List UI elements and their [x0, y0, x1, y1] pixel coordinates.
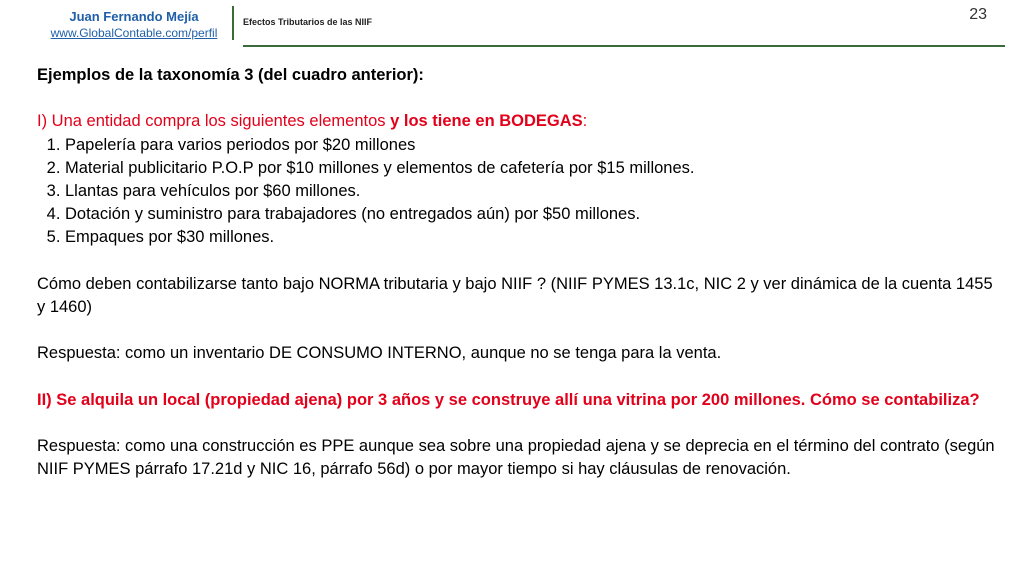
case2-question: II) Se alquila un local (propiedad ajena) por 3 años y se construye allí una vitrina por 200 millones. Cómo se contabiliza?: [37, 390, 980, 409]
header-divider: [232, 6, 234, 40]
case1-intro-emphasis: y los tiene en BODEGAS: [390, 112, 583, 131]
list-item: 1. Papelería para varios periodos por $20 millones: [65, 134, 997, 157]
document-title: Efectos Tributarios de las NIIF: [243, 17, 373, 27]
list-item: 2. Material publicitario P.O.P por $10 millones y elementos de cafetería por $15 millones.: [65, 157, 997, 180]
list-item: 3. Llantas para vehículos por $60 millones.: [65, 180, 997, 203]
slide-content: [37, 64, 997, 482]
case2-answer: Respuesta: como una construcción es PPE aunque sea sobre una propiedad ajena y se deprecia en el término del contrato (según NIIF PYMES párrafo 17.21d y NIC 16, párrafo 56d) o por mayor tiempo si hay cláusulas de renovación.: [37, 437, 995, 479]
case1-intro-end: :: [582, 112, 588, 131]
case1-item-list: [37, 134, 997, 250]
list-item: 4. Dotación y suministro para trabajadores (no entregados aún) por $50 millones.: [65, 203, 997, 226]
author-block: [44, 8, 224, 41]
author-name: Juan Fernando Mejía: [69, 9, 199, 24]
case1-answer: Respuesta: como un inventario DE CONSUMO INTERNO, aunque no se tenga para la venta.: [37, 344, 722, 363]
list-item: 5. Empaques por $30 millones.: [65, 226, 997, 249]
author-website-link[interactable]: www.GlobalContable.com/perfil: [50, 26, 218, 40]
case1-intro: [37, 110, 997, 133]
case1-question: Cómo deben contabilizarse tanto bajo NORMA tributaria y bajo NIIF ? (NIIF PYMES 13.1c, NIC 2 y ver dinámica de la cuenta 1455 y 1460): [37, 274, 993, 316]
header-rule: [243, 45, 1005, 47]
case1-intro-text: I) Una entidad compra los siguientes elementos: [37, 112, 391, 131]
section-heading: Ejemplos de la taxonomía 3 (del cuadro anterior):: [37, 66, 424, 84]
page-number: 23: [969, 6, 987, 23]
